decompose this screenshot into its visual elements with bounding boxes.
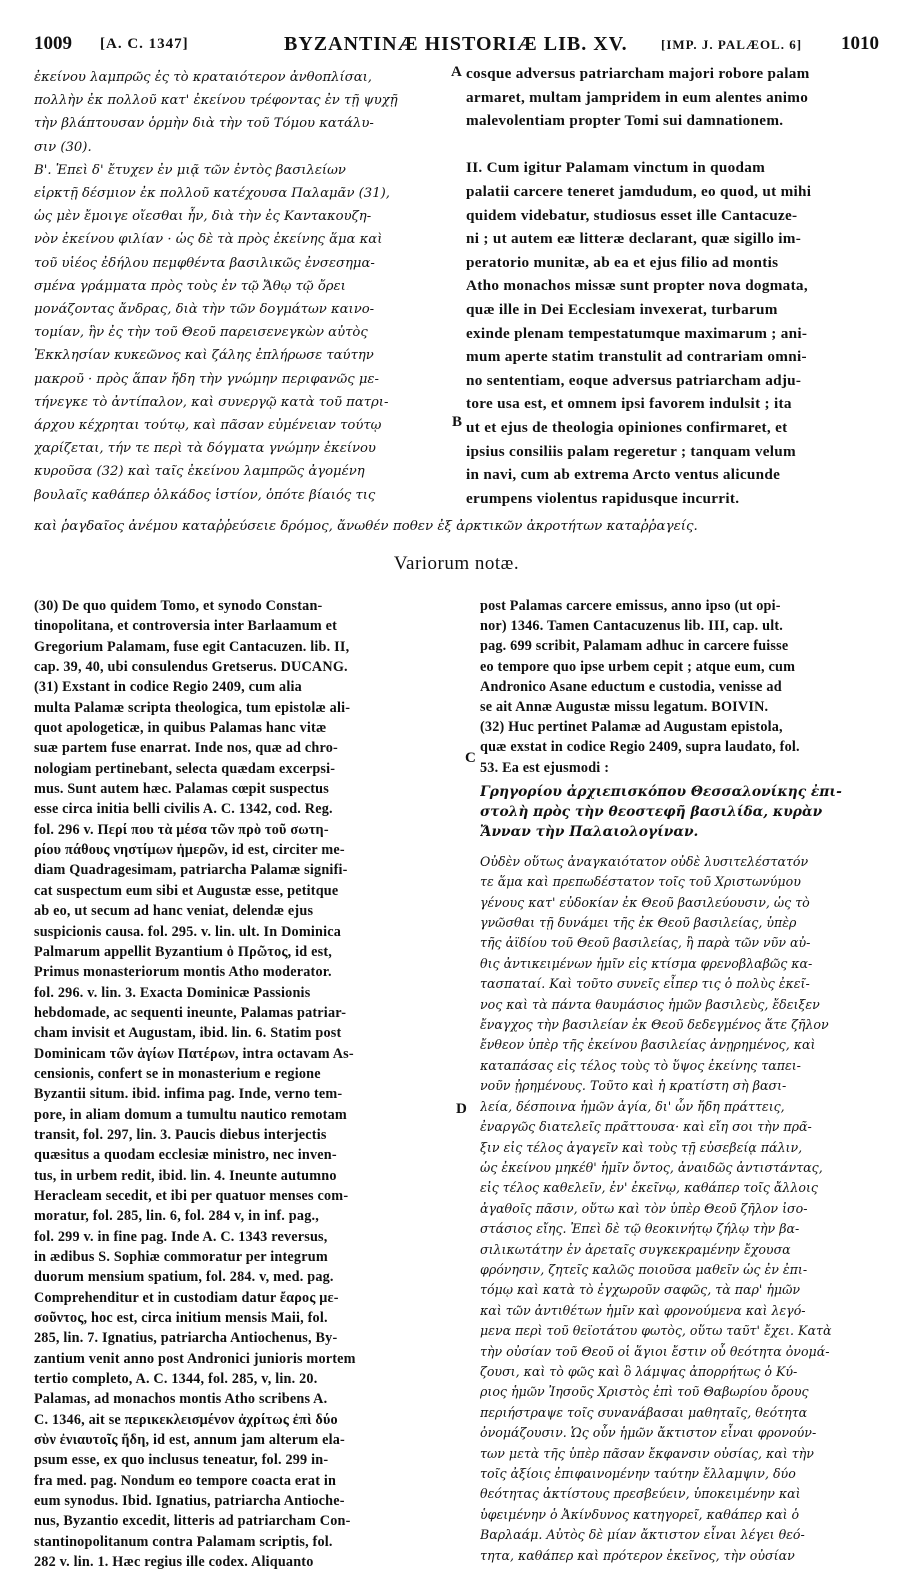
greek-text-line: κυροῦσα (32) καὶ ταῖς ἐκείνου λαμπρῶς ἀγομένη — [34, 464, 365, 480]
letter-text-line: νοῦν ᾐρημένους. Τοῦτο καὶ ἡ κρατίστη σὴ βασι- — [480, 1078, 787, 1094]
note-line: suspicionis causa. fol. 295. v. lin. ult. In Dominica — [34, 923, 342, 940]
greek-text-line: σιν (30). — [34, 139, 92, 155]
note-line: tinopolitana, et controversia inter Barlaamum et — [34, 618, 338, 635]
greek-text-line: πολλὴν ἐκ πολλοῦ κατ' ἐκείνου τρέφοντας ἐν τῇ ψυχῇ — [34, 93, 398, 109]
note-line: tus, in urbem redit, ibid. lin. 4. Ineunte autumno — [34, 1167, 337, 1184]
note-line: duorum mensium spatium, fol. 284. v, med. pag. — [34, 1269, 334, 1286]
margin-marker-b: B — [452, 414, 463, 430]
greek-text-line: Β'. Ἐπεὶ δ' ἔτυχεν ἐν μιᾷ τῶν ἐντὸς βασιλείων — [34, 162, 346, 178]
letter-text-line: τοῖς ἀξίοις ἐπιφαινομένην ταύτην ἔλλαμψιν, δύο — [480, 1466, 796, 1482]
note-line: (30) De quo quidem Tomo, et synodo Constan- — [34, 598, 323, 614]
letter-text-line: ὑφειμένην ὁ Ἀκίνδυνος κατηγορεῖ, καθάπερ καὶ ὁ — [480, 1506, 800, 1522]
letter-text-line: νος καὶ τὰ πάντα θαυμάσιος ἡμῶν βασιλεὺς, ἔδειξεν — [480, 996, 820, 1012]
letter-text-line: ἔναγχος τὴν βασιλείαν ἐκ Θεοῦ δεδεγμένος ἅτε ζῆλον — [480, 1017, 829, 1033]
note-line: diam Quadragesimam, patriarcha Palamæ signifi- — [34, 862, 348, 879]
margin-marker-a: A — [451, 64, 462, 80]
note-line: cham invisit et Augustam, ibid. lin. 6. Statim post — [34, 1025, 342, 1042]
greek-text-line: εἱρκτῇ δέσμιον ἐκ πολλοῦ κατέχουσα Παλαμᾶν (31), — [34, 186, 390, 202]
letter-text-line: των μετὰ τῆς ὑπὲρ πᾶσαν ἔκφανσιν οὐσίας, καὶ τὴν — [480, 1445, 814, 1461]
note-line: nor) 1346. Tamen Cantacuzenus lib. III, cap. ult. — [480, 618, 784, 635]
letter-text-line: ξιν εἰς τέλος ἀγαγεῖν καὶ τοὺς τῇ εὐσεβείᾳ πάλιν, — [480, 1139, 803, 1155]
letter-text-line: ριος ἡμῶν Ἰησοῦς Χριστὸς ἐπὶ τοῦ Θαβωρίου ὄρους — [480, 1384, 809, 1400]
note-line: moratur, fol. 285, lin. 6, fol. 284 v, in inf. pag., — [34, 1208, 319, 1225]
note-line: transit, fol. 297, lin. 3. Paucis diebus interjectis — [34, 1126, 327, 1143]
latin-text-line: armaret, multam jampridem in eum alentes animo — [466, 88, 809, 106]
note-line: fra med. pag. Nondum eo tempore coacta erat in — [34, 1472, 337, 1489]
latin-text-line: erumpens violentus rapidusque incurrit. — [466, 489, 740, 507]
note-line: 285, lin. 7. Ignatius, patriarcha Antiochenus, By- — [34, 1330, 338, 1347]
latin-text-line: ni ; ut autem eæ litteræ declarant, quæ sigillo im- — [466, 230, 802, 248]
note-line: esse circa initia belli civilis A. C. 1342, cod. Reg. — [34, 801, 333, 818]
latin-text-line: peratorio munitæ, ab ea et ejus filio ad montis — [466, 253, 779, 271]
latin-text-line: mum aperte statim transtulit ad contrariam omni- — [466, 348, 807, 366]
letter-text-line: Οὐδὲν οὕτως ἀναγκαιότατον οὐδὲ λυσιτελέστατόν — [480, 853, 809, 869]
letter-text-line: περιήστραψε τοῖς συνανάβασαι μαθηταῖς, θεότητα — [480, 1404, 808, 1420]
letter-heading-line: Ἄνναν τὴν Παλαιολογίναν. — [480, 823, 699, 840]
letter-text-line: γένους κατ' εὐδοκίαν ἐκ Θεοῦ βασιλεύουσιν, ὡς τὸ — [480, 894, 810, 910]
latin-text-line: quæ ille in Dei Ecclesiam invexerat, turbarum — [466, 300, 778, 318]
letter-text-line: σιλικωτάτην ἐν ἀρεταῖς συγκεκραμένην ἔχουσα — [480, 1241, 791, 1257]
letter-text-line: ὡς ἐκείνου μηκέθ' ἡμῖν ὄντος, ἀναιδῶς ἀντιστάντας, — [480, 1159, 823, 1175]
letter-heading-line: στολὴ πρὸς τὴν θεοστεφῆ βασιλίδα, κυρὰν — [480, 803, 823, 820]
latin-text-line: no sententiam, eoque adversus patriarcham adju- — [466, 371, 802, 389]
greek-text-line: Ἐκκλησίαν κυκεῶνος καὶ ζάλης ἐπλήρωσε ταύτην — [34, 348, 374, 364]
notes-right-latin — [480, 596, 880, 778]
latin-text-column — [466, 62, 876, 510]
note-line: Andronico Asane eductum e custodia, venisse ad — [480, 678, 782, 695]
latin-text-line: malevolentiam propter Tomi sui damnationem. — [466, 112, 784, 130]
page-header — [34, 33, 879, 59]
letter-text-line: γνῶσθαι τῇ δυνάμει τῆς ἐκ Θεοῦ βασιλείας, ὑπὲρ — [480, 915, 797, 931]
greek-text-line: τοῦ υἱέος ἐδήλου πεμφθέντα βασιλικῶς ἐνσεσημα- — [34, 255, 375, 271]
letter-text-line: τῆς ἀϊδίου τοῦ Θεοῦ βασιλείας, ἢ παρὰ τῶν νῦν αὐ- — [480, 935, 811, 951]
note-line: Heracleam secedit, et ibi per quatuor menses com- — [34, 1187, 349, 1204]
note-line: fol. 299 v. in fine pag. Inde A. C. 1343 reversus, — [34, 1228, 328, 1245]
letter-text-line: τασπαταί. Καὶ τοῦτο συνεῖς εἶπερ τις ὁ πολὺς ἐκεῖ- — [480, 976, 810, 992]
note-line: stantinopolitanum contra Palamam scriptis, fol. — [34, 1533, 333, 1550]
notes-right-column — [480, 596, 880, 1566]
note-line: 53. Ea est ejusmodi : — [480, 759, 610, 776]
margin-marker-d: D — [456, 1101, 467, 1117]
emperor-reference: [IMP. J. PALÆOL. 6] — [661, 37, 803, 52]
note-line: eum synodus. Ibid. Ignatius, patriarcha Antioche- — [34, 1493, 345, 1510]
note-line: quæsitus a quodam ecclesiæ ministro, nec inven- — [34, 1147, 337, 1164]
letter-text-line: ἔνθεον ὑπὲρ τῆς ἐκείνου βασιλείας ἀνῃρημένος, καὶ — [480, 1037, 816, 1053]
year-reference: [A. C. 1347] — [100, 36, 189, 52]
letter-text-line: καταπάσας εἰς τέλος τοὺς τὸ ὕψος ἐκείνης ταπει- — [480, 1057, 801, 1073]
note-line: fol. 296 v. Περί που τὰ μέσα τῶν πρὸ τοῦ σωτη- — [34, 821, 329, 838]
latin-text-line: tore usa est, et omnem ipsi favorem indulsit ; ita — [466, 395, 792, 413]
note-line: multa Palamæ scripta theologica, tum epistolæ ali- — [34, 699, 351, 716]
latin-text-line: Atho monachos missæ sunt propter nova dogmata, — [466, 277, 808, 295]
latin-text-line: exinde plenam tempestatumque maximarum ; ani- — [466, 324, 808, 342]
greek-closing-line: καὶ ῥαγδαῖος ἀνέμου καταῤῥεύσειε δρόμος, ἄνωθέν ποθεν ἐξ ἀρκτικῶν ἀκροτήτων καταῤῥαγείς. — [34, 519, 698, 534]
greek-text-line: σμένα γράμματα πρὸς τοὺς ἐν τῷ Ἄθῳ τῷ ὄρει — [34, 278, 346, 294]
latin-text-line: quidem videbatur, studiosus esset ille Cantacuze- — [466, 206, 798, 224]
note-line: Byzantii situm. ibid. infima pag. Inde, verno tem- — [34, 1086, 343, 1103]
latin-text-line: in navi, cum ab extrema Arcto ventus alicunde — [466, 466, 781, 484]
letter-text-line: ζουσι, καὶ τὸ φῶς καὶ ὃ λάμψας ἀπορρήτως ὁ Κύ- — [480, 1363, 798, 1379]
note-line: Comprehenditur et in custodiam datur ἔαρος με- — [34, 1289, 339, 1306]
letter-text-line: τόμῳ καὶ κατὰ τὸ ἐγχωροῦν σαφῶς, τὰ παρ' ἡμῶν — [480, 1282, 801, 1298]
note-line: (31) Exstant in codice Regio 2409, cum alia — [34, 679, 302, 696]
note-line: quæ exstat in codice Regio 2409, supra laudato, fol. — [480, 739, 800, 756]
note-line: ρίου πάθους νηστίμων ἡμερῶν, id est, circiter me- — [34, 842, 345, 859]
note-line: zantium venit anno post Andronici junioris mortem — [34, 1350, 356, 1367]
note-line: Dominicam τῶν ἁγίων Πατέρων, intra octavam As- — [34, 1045, 354, 1062]
note-line: C. 1346, ait se περικεκλεισμένον ἀχρίτως ἐπὶ δύο — [34, 1411, 338, 1428]
notes-left-column — [34, 596, 464, 1573]
latin-text-line: palatii carcere teneret jamdudum, eo quod, ut mihi — [466, 182, 812, 200]
note-line: nus, Byzantio excedit, litteris ad patriarcham Con- — [34, 1513, 351, 1530]
letter-text-line: εἰς τέλος καθελεῖν, ἐν' ἐκεῖνῳ, καθάπερ τοῖς ἄλλοις — [480, 1180, 818, 1196]
greek-text-line: τὴν βλάπτουσαν ὁρμὴν διὰ τὴν τοῦ Τόμου κατάλυ- — [34, 116, 374, 132]
greek-text-line: μονάζοντας ἄνδρας, διὰ τὴν τῶν δογμάτων καινο- — [34, 302, 375, 318]
greek-text-line: ἐκείνου λαμπρῶς ἐς τὸ κραταιότερον ἀνθοπλίσαι, — [34, 70, 372, 85]
letter-text-line: τε ἅμα καὶ πρεπωδέστατον τοῖς τοῦ Χριστωνύμου — [480, 874, 801, 890]
note-line: σὺν ἐνιαυτοῖς ἤδη, id est, annum jam alterum ela- — [34, 1432, 345, 1449]
greek-text-line: μακροῦ · πρὸς ἅπαν ἤδη τὴν γνώμην περιφανῶς με- — [34, 371, 379, 387]
note-line: post Palamas carcere emissus, anno ipso (ut opi- — [480, 598, 781, 614]
page-number-right: 1010 — [841, 33, 879, 54]
letter-heading-line: Γρηγορίου ἀρχιεπισκόπου Θεσσαλονίκης ἐπι- — [480, 783, 842, 800]
letter-text-line: ἐναργῶς διατελεῖς πρᾶττουσα· καὶ εἴη σοι τὴν πρᾶ- — [480, 1119, 812, 1135]
notes-heading: Variorum notæ. — [393, 553, 520, 574]
latin-text-line: ut et ejus de theologia opiniones confirmaret, et — [466, 418, 788, 436]
greek-text-line: χαρίζεται, τήν τε περὶ τὰ δόγματα γνώμην ἐκείνου — [34, 441, 376, 457]
letter-text — [480, 852, 880, 1566]
letter-text-line: τητα, καθάπερ καὶ πρότερον ἐκεῖνος, τὴν οὐσίαν — [480, 1547, 795, 1563]
latin-text-line: cosque adversus patriarcham majori robore palam — [466, 65, 810, 82]
note-line: pag. 699 scribit, Palamam adhuc in carcere fuisse — [480, 638, 789, 655]
letter-text-line: θις ἀντικειμένων ἡμῖν εἰς κτίσμα φρενοβλαβῶς κα- — [480, 955, 813, 971]
letter-text-line: λεία, δέσποινα ἡμῶν ἁγία, δι' ὧν ἤδη πράττεις, — [480, 1098, 785, 1114]
note-line: tertio completo, A. C. 1344, fol. 285, v, lin. 20. — [34, 1371, 318, 1388]
latin-text-line: ipsius consiliis palam regeretur ; tanquam velum — [466, 442, 796, 460]
note-line: ab eo, ut secum ad hanc veniat, delendæ ejus — [34, 903, 314, 920]
note-line: Gregorium Palamam, fuse egit Cantacuzen. lib. II, — [34, 638, 350, 655]
greek-text-line: τήνεγκε τὸ ἀντίπαλον, καὶ συνεργῷ κατὰ τοῦ πατρι- — [34, 394, 389, 410]
letter-text-line: Βαρλαάμ. Αὐτὸς δὲ μίαν ἄκτιστον εἶναι λέγει θεό- — [480, 1527, 805, 1543]
letter-text-line: τὴν οὐσίαν τοῦ Θεοῦ οἱ ἅγιοι ἔστιν οὗ θεότητα ὀνομά- — [480, 1343, 830, 1359]
letter-text-line: καὶ τῶν ἀντιθέτων ἡμῖν καὶ φρονούμενα καὶ λεγό- — [480, 1302, 806, 1318]
note-line: 282 v. lin. 1. Hæc regius ille codex. Aliquanto — [34, 1554, 314, 1571]
note-line: Palmarum appellit Byzantium ὁ Πρῶτος, id est, — [34, 943, 333, 960]
note-line: psum esse, ex quo inclusus teneatur, fol. 299 in- — [34, 1452, 329, 1469]
greek-text-line: τομίαν, ἣν ἐς τὴν τοῦ Θεοῦ παρεισενεγκὼν αὐτὸς — [34, 325, 368, 341]
page-number-left: 1009 — [34, 33, 72, 54]
letter-text-line: ἀγαθοῖς πᾶσιν, οὕτω καὶ τὸν ὑπὲρ Θεοῦ ζῆλον ἰσο- — [480, 1200, 808, 1216]
latin-text-line — [466, 133, 876, 157]
letter-text-line: στάσιος εἴης. Ἐπεὶ δὲ τῷ θεοκινήτῳ ζήλῳ τὴν βα- — [480, 1221, 800, 1237]
note-line: mus. Sunt autem hæc. Palamas cœpit suspectus — [34, 781, 329, 798]
note-line: suæ partem fuse enarrat. Inde nos, quæ ad chro- — [34, 740, 338, 757]
note-line: eo tempore quo ipse urbem cepit ; atque eum, cum — [480, 658, 796, 675]
note-line: nologiam pertinebant, selecta quædam excerpsi- — [34, 760, 336, 777]
note-line: hebdomade, ac sequenti ineunte, Palamas patriar- — [34, 1004, 347, 1021]
letter-text-line: θεότητας ἀκτίστους πρεσβεύειν, ὑποκειμένην καὶ — [480, 1486, 801, 1502]
margin-marker-c: C — [465, 750, 476, 766]
letter-text-line: μενα περὶ τοῦ θεϊοτάτου φωτὸς, οὕτω ταῦτ' ἔχει. Κατὰ — [480, 1323, 832, 1339]
note-line: (32) Huc pertinet Palamæ ad Augustam epistola, — [480, 719, 783, 736]
letter-heading — [480, 782, 880, 842]
letter-text-line: φρόνησιν, ζητεῖς καλῶς ποιοῦσα μαθεῖν ὡς ἐν ἐπι- — [480, 1261, 808, 1277]
note-line: se ait Annæ Augustæ missu legatum. BOIVIN. — [480, 699, 769, 716]
note-line: fol. 296. v. lin. 3. Exacta Dominicæ Passionis — [34, 984, 311, 1001]
greek-text-line: νὸν ἐκείνου φιλίαν · ὡς δὲ τὰ πρὸς ἐκείνης ἅμα καὶ — [34, 232, 383, 248]
greek-text-line: ὡς μὲν ἔμοιγε οἴεσθαι ἦν, διὰ τὴν ἐς Καντακουζη- — [34, 209, 372, 225]
latin-text-line: II. Cum igitur Palamam vinctum in quodam — [466, 159, 766, 177]
note-line: cap. 39, 40, ubi consulendus Gretserus. DUCANG. — [34, 659, 348, 676]
note-line: censionis, confert se in monasterium e regione — [34, 1065, 321, 1082]
note-line: σοῦντος, hoc est, circa initium mensis Maii, fol. — [34, 1310, 328, 1327]
note-line: in ædibus S. Sophiæ commoratur per integrum — [34, 1249, 328, 1265]
letter-text-line: ὀνομάζουσιν. Ὡς οὖν ἡμῶν ἄκτιστον εἶναι φρονούν- — [480, 1425, 817, 1441]
note-line: cat suspectum eum sibi et Augustæ esse, petitque — [34, 882, 339, 899]
note-line: Palamas, ad monachos montis Atho scribens A. — [34, 1391, 328, 1408]
note-line: Primus monasteriorum montis Atho moderator. — [34, 964, 332, 981]
note-line: quot apologeticæ, in quibus Palamas hanc vitæ — [34, 720, 327, 737]
running-title: BYZANTINÆ HISTORIÆ LIB. XV. — [284, 33, 628, 55]
greek-text-line: άρχου κέχρηται τούτῳ, καὶ πᾶσαν εὐμένειαν τούτῳ — [34, 418, 382, 434]
greek-text-line: βουλαῖς καθάπερ ὁλκάδος ἱστίον, ὁπότε βίαιός τις — [34, 487, 376, 503]
greek-text-column — [34, 66, 464, 507]
note-line: pore, in aliam domum a tumultu nautico remotam — [34, 1106, 347, 1123]
